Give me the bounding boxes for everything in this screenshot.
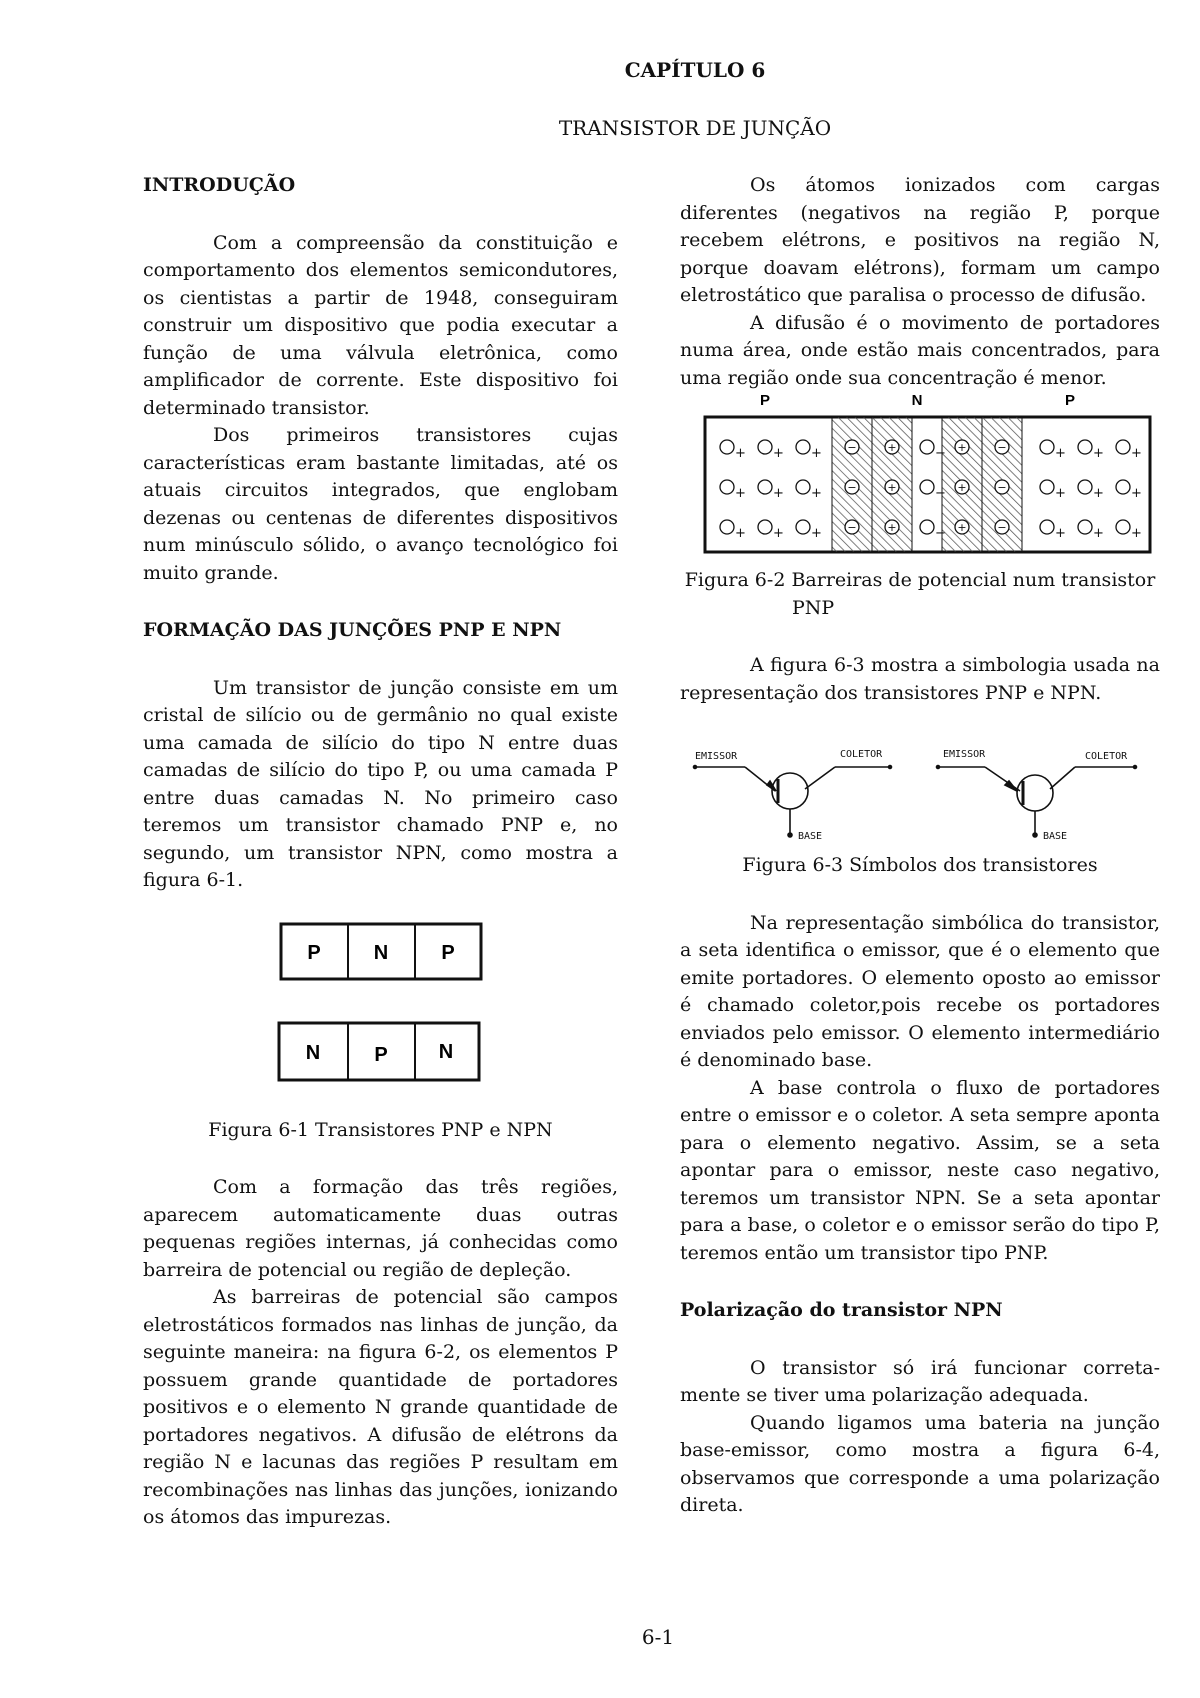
formation-heading: FORMAÇÃO DAS JUNÇÕES PNP E NPN xyxy=(143,619,562,641)
carrier-sign: + xyxy=(1093,446,1104,461)
carrier-circle xyxy=(1116,520,1130,534)
carrier-circle xyxy=(796,520,810,534)
carrier-symbols xyxy=(720,440,1142,541)
paragraph: Um transistor de junção consiste em um cristal de silício ou de germânio no qual existe uma camada de silício do tipo N entre duas camadas de silício do tipo P, ou uma camada P entre duas camadas N. No primeiro caso teremos um transistor chamado PNP e, no segundo, um transistor NPN, como mostra a figura 6-1. xyxy=(143,676,618,891)
carrier-sign: + xyxy=(1055,486,1066,501)
carrier-sign: + xyxy=(1055,446,1066,461)
paragraph: A base controla o fluxo de portadores entre o emissor e o coletor. A seta sempre aponta para o elemento negativo. Assim, se a seta apontar para o emissor, neste caso negativo, teremos um transistor NPN. Se a seta apontar para a base, o coletor e o emissor serão do tipo P, teremos então um transistor tipo PNP. xyxy=(680,1076,1160,1264)
carrier-sign: + xyxy=(773,526,784,541)
ion-sign: + xyxy=(957,481,967,494)
pnp-collector-label: COLETOR xyxy=(840,749,883,760)
pnp-label-2: N xyxy=(373,941,388,964)
carrier-sign: + xyxy=(1055,526,1066,541)
ion-sign: + xyxy=(957,441,967,454)
figure-6-1-caption: Figura 6-1 Transistores PNP e NPN xyxy=(208,1118,553,1141)
carrier-circle xyxy=(1078,520,1092,534)
figure-6-2-diagram xyxy=(685,392,1155,557)
pnp-symbol xyxy=(694,766,892,838)
carrier-sign: + xyxy=(735,446,746,461)
carrier-sign: + xyxy=(735,526,746,541)
carrier-circle xyxy=(1040,440,1054,454)
carrier-sign: + xyxy=(811,446,822,461)
npn-emitter-label: EMISSOR xyxy=(943,749,986,760)
ion-sign: − xyxy=(997,441,1007,454)
carrier-circle xyxy=(796,480,810,494)
fig2-label-p-right: P xyxy=(1064,392,1076,409)
npn-label-1: N xyxy=(305,1041,320,1064)
carrier-circle xyxy=(758,440,772,454)
carrier-circle xyxy=(1078,440,1092,454)
ion-sign: − xyxy=(847,441,857,454)
ion-sign: − xyxy=(847,521,857,534)
carrier-sign: + xyxy=(811,526,822,541)
npn-symbol xyxy=(937,766,1137,838)
paragraph: Quando ligamos uma bateria na junção base-emissor, como mostra a figura 6-4, observamos que corresponde a uma polarização direta. xyxy=(680,1411,1160,1516)
carrier-sign: − xyxy=(935,446,946,461)
carrier-circle xyxy=(796,440,810,454)
npn-label-3: N xyxy=(438,1040,453,1063)
pnp-label-1: P xyxy=(306,941,321,964)
carrier-circle xyxy=(1040,480,1054,494)
carrier-circle xyxy=(920,440,934,454)
ion-sign: + xyxy=(887,441,897,454)
carrier-sign: + xyxy=(1131,446,1142,461)
carrier-sign: + xyxy=(1093,486,1104,501)
carrier-sign: − xyxy=(935,486,946,501)
carrier-circle xyxy=(1078,480,1092,494)
intro-heading: INTRODUÇÃO xyxy=(143,174,296,196)
pnp-emitter-label: EMISSOR xyxy=(695,751,738,762)
ion-sign: − xyxy=(997,521,1007,534)
carrier-sign: + xyxy=(735,486,746,501)
left-column xyxy=(143,172,618,1532)
figure-6-2-caption-line1: Figura 6-2 Barreiras de potencial num transistor xyxy=(684,569,1156,591)
fig2-label-n: N xyxy=(911,392,923,409)
carrier-sign: − xyxy=(935,526,946,541)
npn-collector-label: COLETOR xyxy=(1085,751,1128,762)
paragraph: A figura 6-3 mostra a simbologia usada na representação dos transistores PNP e NPN. xyxy=(680,654,1160,704)
carrier-circle xyxy=(1116,480,1130,494)
pnp-base-label: BASE xyxy=(798,831,823,842)
paragraph: Na representação simbólica do transistor, a seta identifica o emissor, que é o elemento que emite portadores. O elemento oposto ao emissor é chamado coletor,pois recebe os portadores enviados pelo emissor. O elemento intermediário é denominado base. xyxy=(680,911,1160,1071)
carrier-circle xyxy=(720,520,734,534)
chapter-title: TRANSISTOR DE JUNÇÃO xyxy=(558,116,832,140)
paragraph: Com a compreensão da constituição e comportamento dos elementos semicondutores, os cientistas a partir de 1948, conseguiram construir um dispositivo que podia executar a função de uma válvula eletrônica, como amplificador de corrente. Este dispositivo foi determinado transistor. xyxy=(143,231,618,419)
ion-sign: + xyxy=(887,481,897,494)
ion-sign: + xyxy=(957,521,967,534)
carrier-sign: + xyxy=(1093,526,1104,541)
npn-block xyxy=(279,1023,479,1080)
paragraph: Com a formação das três regiões, aparecem automaticamente duas outras pequenas regiões internas, já conhecidas como barreira de potencial ou região de depleção. xyxy=(143,1176,618,1281)
carrier-sign: + xyxy=(1131,526,1142,541)
npn-label-2: P xyxy=(373,1043,388,1066)
fig2-label-p-left: P xyxy=(759,392,771,409)
carrier-sign: + xyxy=(773,446,784,461)
figure-6-2-caption-line2: PNP xyxy=(792,596,835,619)
carrier-sign: + xyxy=(811,486,822,501)
carrier-sign: + xyxy=(773,486,784,501)
paragraph: O transistor só irá funcionar correta-mente se tiver uma polarização adequada. xyxy=(680,1356,1160,1406)
carrier-circle xyxy=(920,520,934,534)
carrier-circle xyxy=(758,520,772,534)
paragraph: A difusão é o movimento de portadores numa área, onde estão mais concentrados, para uma região onde sua concentração é menor. xyxy=(680,311,1160,389)
pnp-block xyxy=(281,924,481,979)
carrier-circle xyxy=(720,480,734,494)
page-number: 6-1 xyxy=(641,1625,675,1649)
ion-sign: − xyxy=(997,481,1007,494)
carrier-circle xyxy=(720,440,734,454)
ion-sign: + xyxy=(887,521,897,534)
carrier-sign: + xyxy=(1131,486,1142,501)
ion-sign: − xyxy=(847,481,857,494)
carrier-circle xyxy=(1040,520,1054,534)
chapter-number: CAPÍTULO 6 xyxy=(624,58,766,82)
paragraph: Dos primeiros transistores cujas características eram bastante limitadas, até os atuais circuitos integrados, que englobam dezenas ou centenas de diferentes dispositivos num minúsculo sólido, o avanço tecnológico foi muito grande. xyxy=(143,424,618,584)
polarization-heading: Polarização do transistor NPN xyxy=(680,1299,1003,1321)
carrier-circle xyxy=(1116,440,1130,454)
carrier-circle xyxy=(758,480,772,494)
figure-6-3-diagram xyxy=(685,729,1155,844)
figure-6-1-diagram xyxy=(276,921,486,1091)
right-column xyxy=(680,172,1160,1520)
figure-6-3-caption: Figura 6-3 Símbolos dos transistores xyxy=(742,854,1098,876)
paragraph: Os átomos ionizados com cargas diferentes (negativos na região P, porque recebem elétrons, e positivos na região N, porque doavam elétrons), formam um campo eletrostático que paralisa o processo de difusão. xyxy=(680,174,1160,306)
paragraph: As barreiras de potencial são campos eletrostáticos formados nas linhas de junção, da seguinte maneira: na figura 6-2, os elementos P possuem grande quantidade de portadores positivos e o elemento N grande quantidade de portadores negativos. A difusão de elétrons da região N e lacunas das regiões P resultam em recombinações nas linhas das junções, ionizando os átomos das impurezas. xyxy=(143,1286,618,1528)
carrier-circle xyxy=(920,480,934,494)
pnp-label-3: P xyxy=(440,941,455,964)
npn-base-label: BASE xyxy=(1043,831,1068,842)
